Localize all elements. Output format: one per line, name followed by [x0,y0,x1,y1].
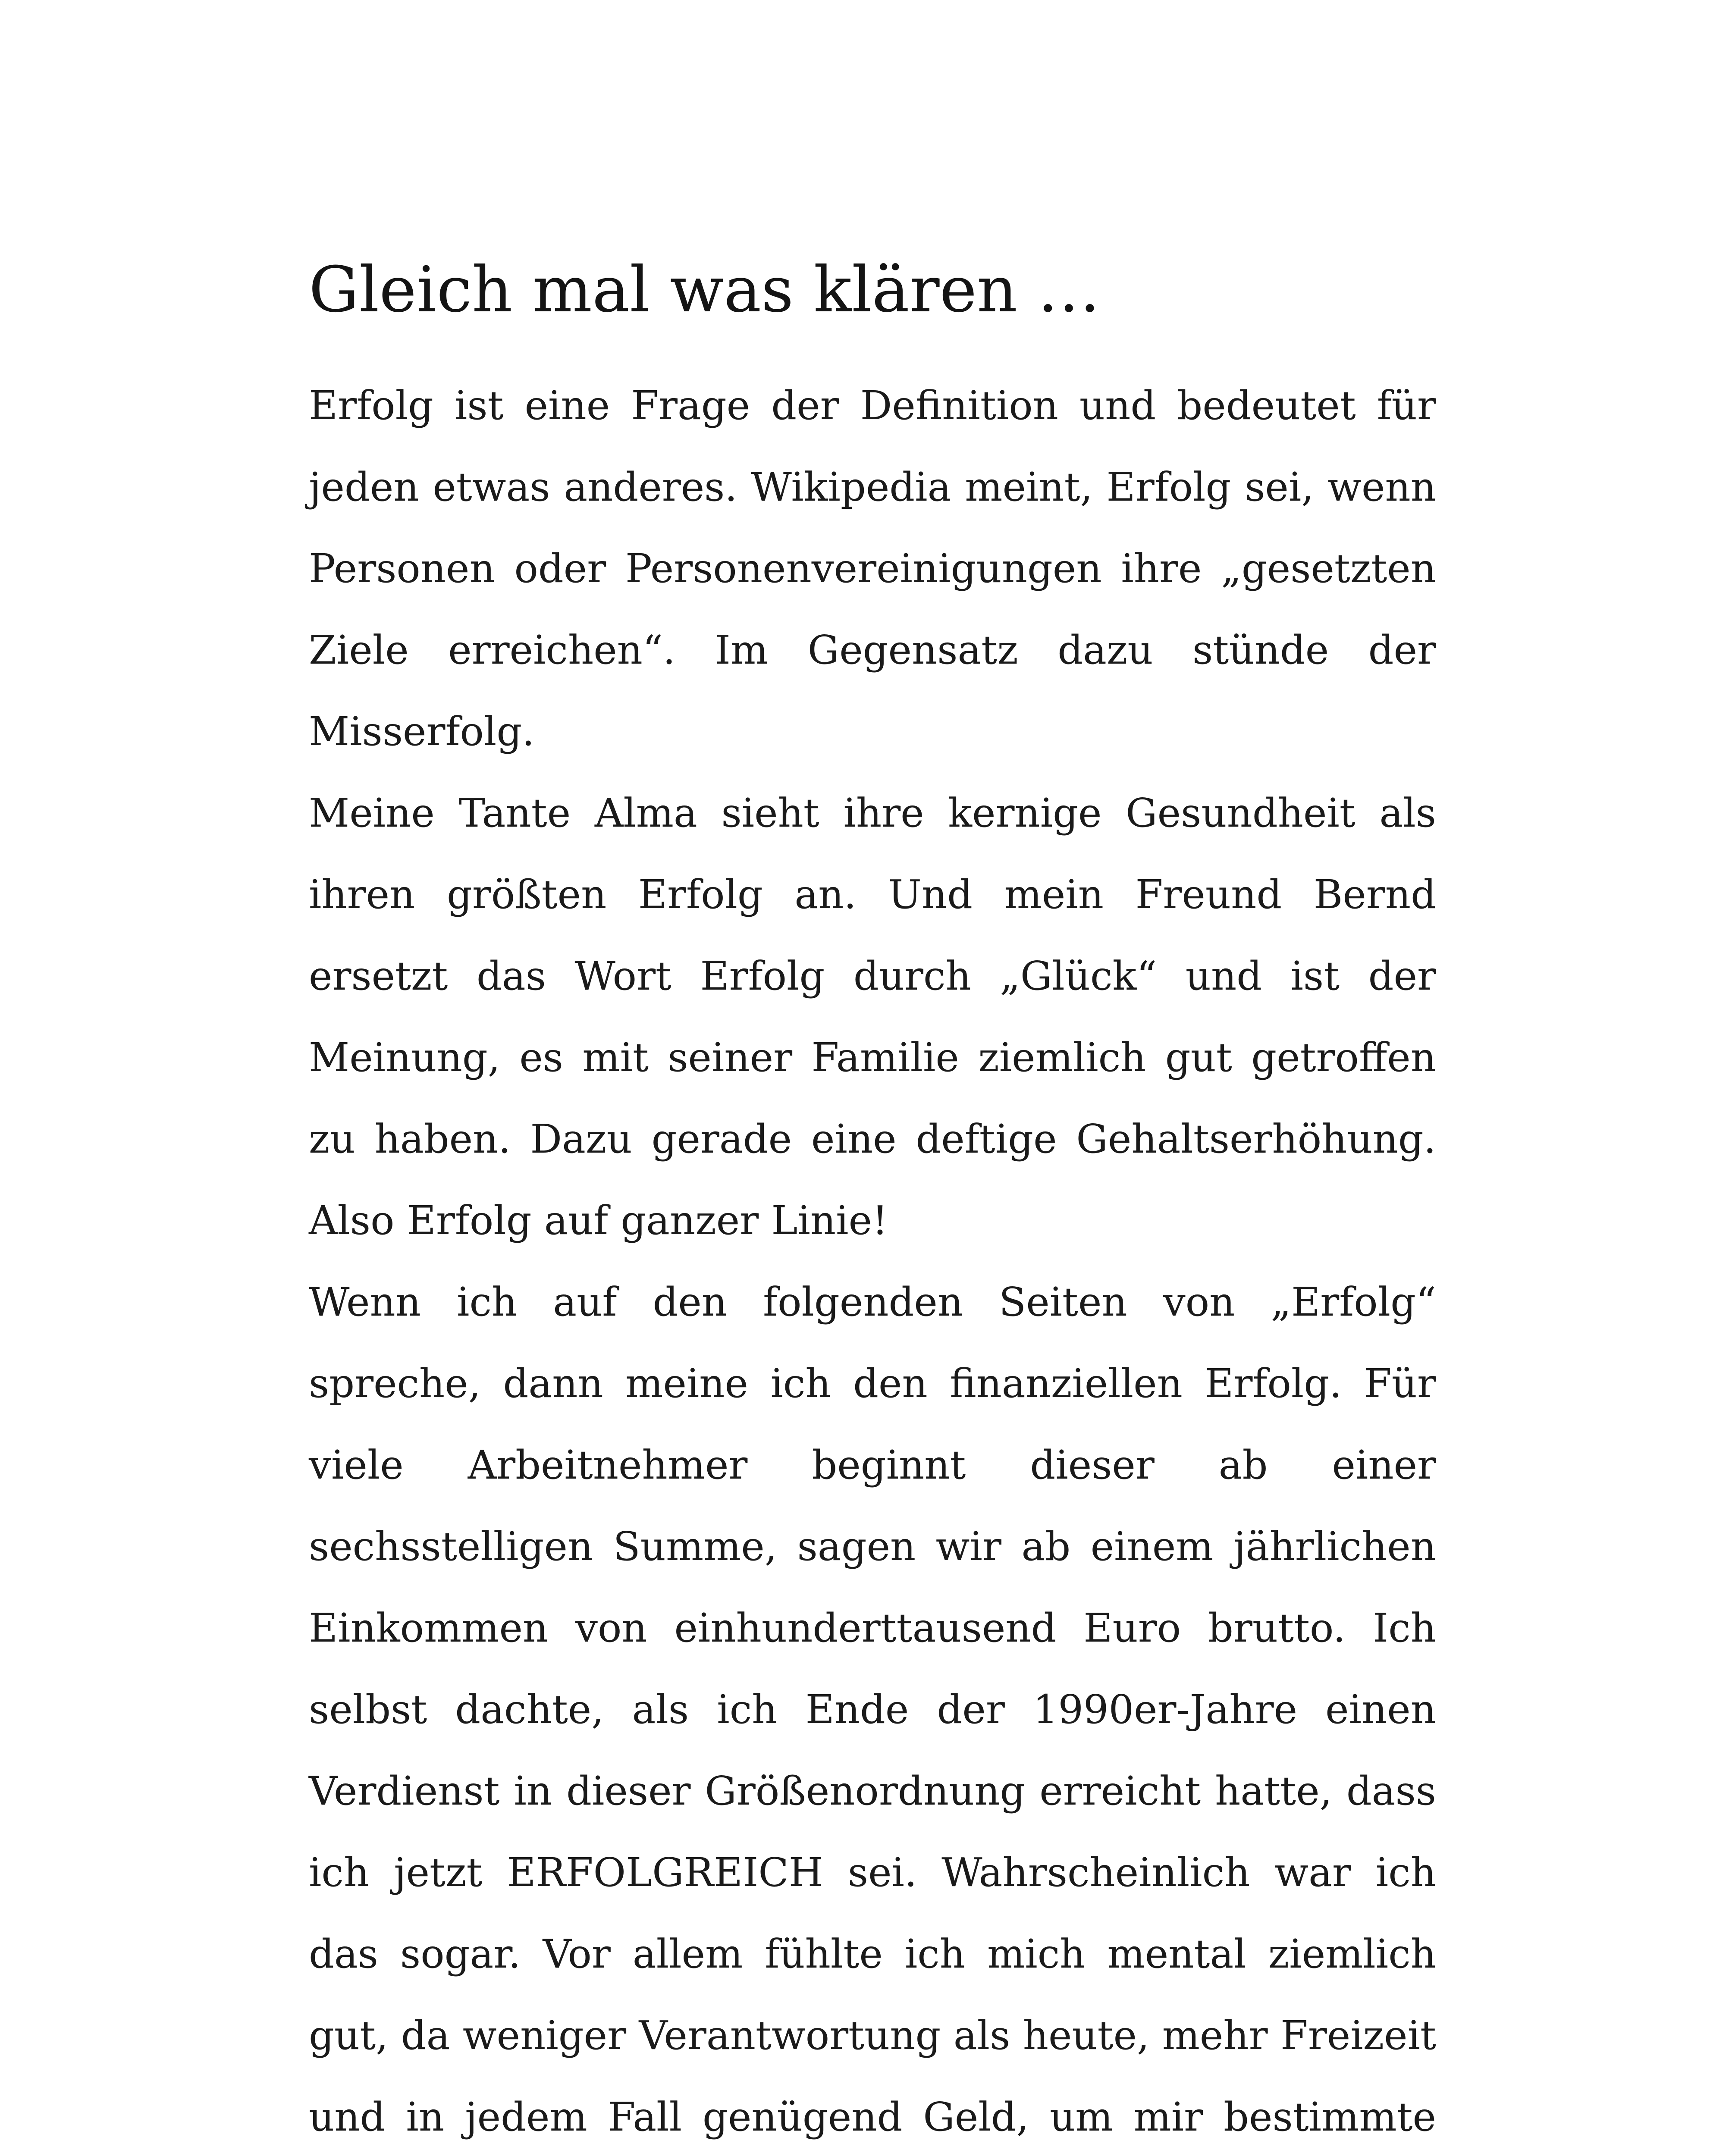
paragraph-2: Meine Tante Alma sieht ihre kernige Gesundheit als ihren größten Erfolg an. Und mein Freund Bernd ersetzt das Wort Erfolg durch „Glück“ und ist der Meinung, es mit seiner Familie ziemlich gut getroffen zu haben. Dazu gerade eine deftige Gehaltserhöhung. Also Erfolg auf ganzer Linie! [309,790,1436,1244]
body-text [309,365,1436,2156]
paragraph-1: Erfolg ist eine Frage der Definition und bedeutet für jeden etwas anderes. Wikipedia meint, Erfolg sei, wenn Personen oder Personenvereinigungen ihre „gesetzten Ziele erreichen“. Im Gegensatz dazu stünde der Misserfolg. [309,382,1436,755]
paragraph-3: Wenn ich auf den folgenden Seiten von „Erfolg“ spreche, dann meine ich den finanziellen Erfolg. Für viele Arbeitnehmer beginnt dieser ab einer sechsstelligen Summe, sagen wir ab einem jährlichen Einkommen von einhunderttausend Euro brutto. Ich selbst dachte, als ich Ende der 1990er-Jahre einen Verdienst in dieser Größenordnung erreicht hatte, dass ich jetzt ERFOLGREICH sei. Wahrscheinlich war ich das sogar. Vor allem fühlte ich mich mental ziemlich gut, da weniger Verantwortung als heute, mehr Freizeit und in jedem Fall genügend Geld, um mir bestimmte [309,1279,1436,2140]
chapter-heading: Gleich mal was klären … [309,253,1101,326]
